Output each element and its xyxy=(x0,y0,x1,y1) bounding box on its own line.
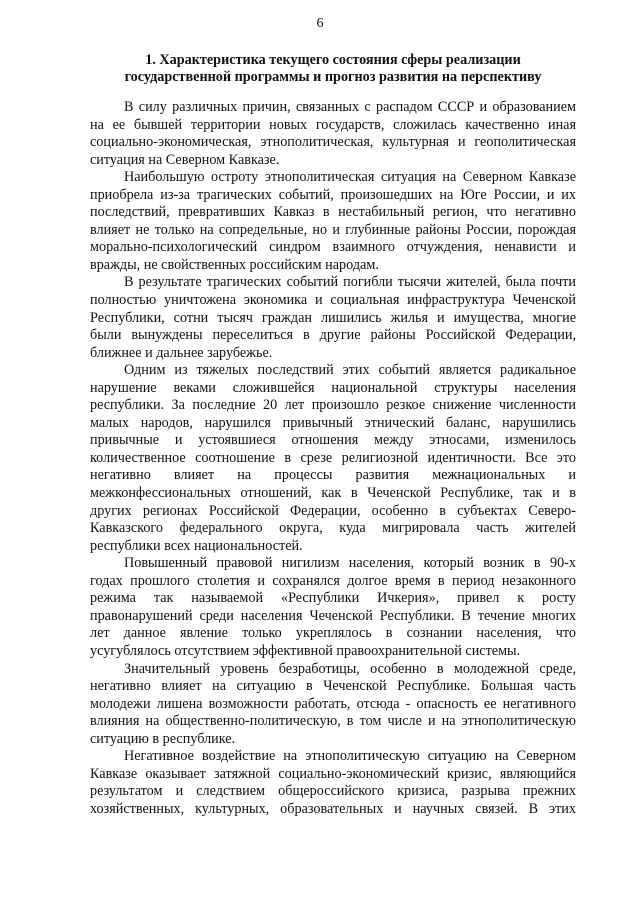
text-line: хозяйственных, культурных, образовательных и научных связей. В этих xyxy=(90,800,576,817)
text-line: нарушение веками сложившейся национальной структуры населения xyxy=(90,379,576,396)
text-line: Кавказского федерального округа, куда мигрировала часть жителей xyxy=(90,520,576,537)
text-line: Республики, сотни тысяч граждан лишились жилья и имущества, многие xyxy=(90,309,576,326)
text-line: последствий, превративших Кавказ в нестабильный регион, что негативно xyxy=(90,204,576,221)
page-number: 6 xyxy=(316,16,324,31)
text-line: годах прошлого столетия и сохранялся долгое время в период незаконного xyxy=(90,572,576,589)
text-line: ближнее и дальнее зарубежье. xyxy=(90,344,273,361)
text-line: Повышенный правовой нигилизм населения, который возник в 90-х xyxy=(124,555,576,572)
paragraph xyxy=(90,555,576,660)
text-line: привычные и устоявшиеся отношения между этносами, изменилось xyxy=(90,432,576,449)
document-body xyxy=(90,99,576,818)
text-line: В силу различных причин, связанных с распадом СССР и образованием xyxy=(124,99,576,115)
text-line: негативно влияет на процессы развития межнациональных и xyxy=(90,467,576,484)
text-line: усугублялось отсутствием эффективной правоохранительной системы. xyxy=(90,642,521,659)
paragraph xyxy=(90,274,576,362)
text-line: Наибольшую остроту этнополитическая ситуация на Северном Кавказе xyxy=(124,169,576,186)
text-line: республики. За последние 20 лет произошло резкое снижение численности xyxy=(90,397,576,414)
text-line: влияет не только на сопредельные, но и глубинные районы России, порождая xyxy=(90,221,576,238)
text-line: результатом и следствием общероссийского кризиса, разрыва прежних xyxy=(90,783,576,800)
text-line: межконфессиональных отношений, как в Чеченской Республике, так и в xyxy=(90,485,576,502)
text-line: негативно влияет на ситуацию в Чеченской Республике. Большая часть xyxy=(90,678,576,695)
text-line: других регионах Российской Федерации, особенно в субъектах Северо- xyxy=(90,502,576,519)
text-line: лет данное явление только укреплялось в сознании населения, что xyxy=(90,625,576,642)
paragraph xyxy=(90,362,576,555)
paragraph xyxy=(90,661,576,749)
text-line: Кавказе оказывает затяжной социально-экономический кризис, являющийся xyxy=(90,765,576,782)
text-line: Значительный уровень безработицы, особенно в молодежной среде, xyxy=(124,660,576,677)
text-line: влияния на общественно-политическую, в том числе и на этнополитическую xyxy=(90,713,576,730)
text-line: Одним из тяжелых последствий этих событий является радикальное xyxy=(124,362,576,379)
text-line: ситуация на Северном Кавказе. xyxy=(90,151,280,168)
text-line: вражды, не свойственных российским народам. xyxy=(90,256,379,273)
text-line: количественное соотношение в срезе религиозной идентичности. Все это xyxy=(90,449,576,466)
text-line: социально-экономическая, этнополитическая, культурная и геополитическая xyxy=(90,134,576,151)
text-line: Негативное воздействие на этнополитическую ситуацию на Северном xyxy=(124,748,576,765)
text-line: правонарушений среди населения Чеченской Республики. В течение многих xyxy=(90,607,576,624)
section-heading-line: государственной программы и прогноз развития на перспективу xyxy=(124,68,542,85)
section-heading-line: 1. Характеристика текущего состояния сферы реализации xyxy=(145,52,521,68)
paragraph xyxy=(90,748,576,818)
paragraph xyxy=(90,99,576,169)
text-line: были вынуждены переселиться в другие районы Российской Федерации, xyxy=(90,327,576,344)
text-line: режима так называемой «Республики Ичкерия», привел к росту xyxy=(90,590,576,607)
text-line: полностью уничтожена экономика и социальная инфраструктура Чеченской xyxy=(90,292,576,309)
paragraph xyxy=(90,169,576,274)
text-line: республики всех национальностей. xyxy=(90,537,303,554)
section-heading xyxy=(90,52,576,85)
text-line: ситуацию в республике. xyxy=(90,730,236,747)
text-line: приобрела из-за трагических событий, произошедших на Юге России, и их xyxy=(90,186,576,203)
text-line: малых народов, нарушился привычный этнический баланс, нарушились xyxy=(90,414,576,431)
text-line: на ее бывшей территории новых государств, сложилась качественно иная xyxy=(90,116,576,133)
text-line: морально-психологический синдром взаимного отчуждения, ненависти и xyxy=(90,239,576,256)
text-line: В результате трагических событий погибли тысячи жителей, была почти xyxy=(124,274,576,291)
text-line: молодежи лишена возможности работать, отсюда - опасность ее негативного xyxy=(90,695,576,712)
